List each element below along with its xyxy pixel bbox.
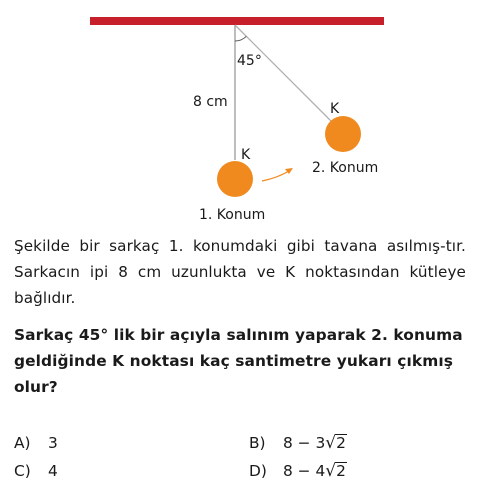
option-c-letter: C) bbox=[14, 462, 31, 480]
ceiling-bar bbox=[90, 17, 384, 25]
option-a-text: 3 bbox=[48, 434, 58, 452]
length-label: 8 cm bbox=[193, 94, 228, 110]
option-d[interactable] bbox=[249, 460, 347, 482]
bob-position-2 bbox=[325, 116, 361, 152]
point-k-label-2: K bbox=[330, 101, 340, 117]
sqrt-sign: √ bbox=[325, 461, 337, 481]
pendulum-figure bbox=[0, 0, 477, 230]
option-b-prefix: 8 − 3 bbox=[283, 434, 326, 452]
option-b[interactable] bbox=[249, 432, 347, 454]
problem-question: Sarkaç 45° lik bir açıyla salınım yaparak 2. konuma geldiğinde K noktası kaç santimetre yukarı çıkmış olur? bbox=[14, 326, 463, 396]
option-b-radicand: 2 bbox=[336, 434, 346, 452]
angle-arc bbox=[235, 36, 246, 41]
option-c-text: 4 bbox=[48, 462, 58, 480]
option-d-prefix: 8 − 4 bbox=[283, 462, 326, 480]
option-a[interactable] bbox=[14, 432, 58, 454]
position-1-label: 1. Konum bbox=[199, 207, 266, 223]
string-position-2 bbox=[235, 25, 332, 122]
motion-arrow bbox=[262, 171, 289, 181]
problem-intro: Şekilde bir sarkaç 1. konumdaki gibi tavana asılmış-tır. Sarkacın ipi 8 cm uzunlukta ve K noktasından kütleye bağlıdır. bbox=[14, 237, 466, 307]
position-2-label: 2. Konum bbox=[312, 160, 379, 176]
option-d-radicand: 2 bbox=[336, 462, 346, 480]
sqrt-sign: √ bbox=[325, 433, 337, 453]
option-c[interactable] bbox=[14, 460, 58, 482]
option-d-letter: D) bbox=[249, 462, 267, 480]
option-a-letter: A) bbox=[14, 434, 31, 452]
bob-position-1 bbox=[217, 161, 253, 197]
option-b-letter: B) bbox=[249, 434, 266, 452]
point-k-label-1: K bbox=[241, 147, 251, 163]
angle-label: 45° bbox=[237, 53, 262, 69]
